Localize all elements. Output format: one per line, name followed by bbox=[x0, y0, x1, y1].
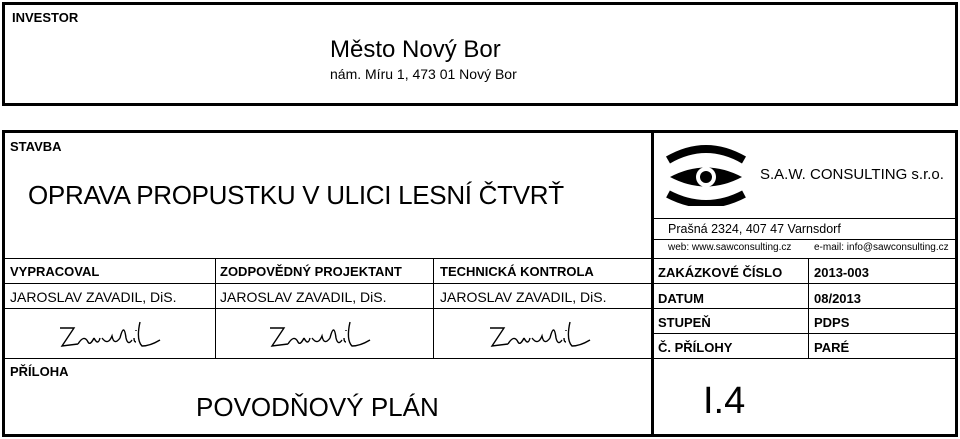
priloha-label: PŘÍLOHA bbox=[10, 364, 69, 379]
rule-info-2 bbox=[652, 333, 958, 334]
divider-company bbox=[651, 131, 654, 437]
rule-priloha-top bbox=[3, 358, 651, 359]
stupen-value: PDPS bbox=[814, 315, 850, 330]
divider-info bbox=[808, 258, 809, 358]
stavba-title: OPRAVA PROPUSTKU V ULICI LESNÍ ČTVRŤ bbox=[28, 180, 564, 210]
divider-roles-1 bbox=[215, 258, 216, 358]
rule-roles-top bbox=[3, 258, 958, 259]
signature-zodpovedny bbox=[266, 320, 376, 354]
prilohy-value: PARÉ bbox=[814, 340, 850, 355]
company-name: S.A.W. CONSULTING s.r.o. bbox=[760, 166, 944, 183]
divider-roles-2 bbox=[433, 258, 434, 358]
signature-kontrola bbox=[486, 320, 596, 354]
vypracoval-name: JAROSLAV ZAVADIL, DiS. bbox=[10, 289, 177, 305]
company-web: web: www.sawconsulting.cz bbox=[668, 242, 792, 253]
rule-info-3 bbox=[652, 358, 958, 359]
zakazka-value: 2013-003 bbox=[814, 265, 869, 280]
datum-label: DATUM bbox=[658, 291, 704, 306]
prilohy-label: Č. PŘÍLOHY bbox=[658, 340, 733, 355]
kontrola-name: JAROSLAV ZAVADIL, DiS. bbox=[440, 289, 607, 305]
company-address: Prašná 2324, 407 47 Varnsdorf bbox=[668, 222, 841, 236]
eye-logo-icon bbox=[664, 144, 748, 206]
company-rule-2 bbox=[652, 239, 958, 240]
stavba-label: STAVBA bbox=[10, 139, 62, 154]
rule-info-1 bbox=[652, 283, 958, 284]
zakazka-label: ZAKÁZKOVÉ ČÍSLO bbox=[658, 265, 783, 280]
company-rule bbox=[652, 218, 958, 219]
vypracoval-label: VYPRACOVAL bbox=[10, 264, 100, 279]
kontrola-label: TECHNICKÁ KONTROLA bbox=[440, 264, 594, 279]
rule-sign-top bbox=[3, 308, 958, 309]
investor-label: INVESTOR bbox=[12, 10, 79, 25]
investor-address: nám. Míru 1, 473 01 Nový Bor bbox=[330, 66, 517, 82]
stupen-label: STUPEŇ bbox=[658, 315, 711, 330]
rule-names bbox=[3, 283, 651, 284]
investor-name: Město Nový Bor bbox=[330, 36, 501, 63]
zodpovedny-label: ZODPOVĚDNÝ PROJEKTANT bbox=[220, 264, 402, 279]
datum-value: 08/2013 bbox=[814, 291, 861, 306]
company-email: e-mail: info@sawconsulting.cz bbox=[814, 242, 949, 253]
zodpovedny-name: JAROSLAV ZAVADIL, DiS. bbox=[220, 289, 387, 305]
signature-vypracoval bbox=[56, 320, 166, 354]
priloha-title: POVODŇOVÝ PLÁN bbox=[196, 392, 439, 422]
priloha-number: I.4 bbox=[703, 380, 746, 422]
